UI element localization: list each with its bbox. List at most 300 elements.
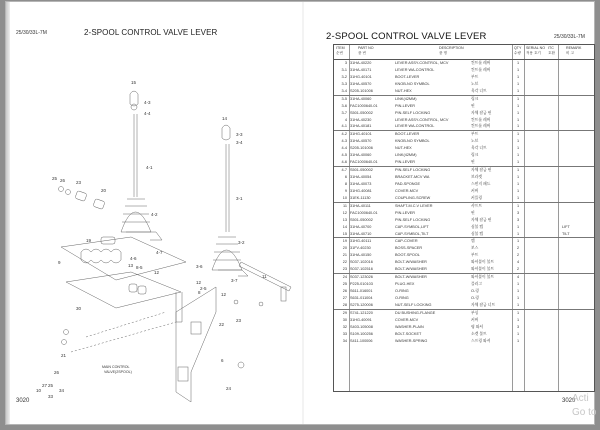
table-row (334, 295, 594, 302)
description-cell: PIN-SELF LOCKING (395, 110, 431, 115)
table-row (334, 338, 594, 345)
description-cell: WASHER-SPRING (395, 338, 428, 343)
svg-text:13: 13 (128, 263, 134, 268)
item-cell: 11 (343, 203, 347, 208)
left-model-code: 25/30/33L-7M (16, 30, 47, 36)
korean-description-cell: 핀 (471, 160, 475, 165)
part-number-cell: 31HA-40220 (350, 61, 372, 65)
qty-cell: 1 (516, 282, 520, 287)
description-cell: PIN-SELF LOCKING (395, 168, 431, 173)
item-cell: 6 (344, 175, 347, 179)
table-row (334, 60, 594, 67)
page-gutter (302, 2, 304, 424)
korean-description-cell: 샤프트 (471, 203, 483, 208)
korean-description-cell: 육각 너트 (471, 146, 487, 151)
table-row (334, 288, 594, 295)
table-header (334, 45, 594, 60)
table-row (334, 188, 594, 195)
right-page-title: 2-SPOOL CONTROL VALVE LEVER (326, 31, 487, 42)
description-cell: COUPLING-SCREW (395, 195, 431, 200)
callout-labels (36, 80, 267, 399)
qty-cell: 4 (516, 275, 520, 280)
svg-text:12: 12 (221, 292, 227, 297)
item-cell: 34 (342, 338, 347, 343)
svg-text:22: 22 (219, 322, 225, 327)
item-cell: 19 (342, 239, 347, 244)
svg-text:4-2: 4-2 (151, 212, 158, 217)
qty-cell: 3 (516, 324, 520, 329)
watermark-line-1: Acti (572, 393, 589, 404)
korean-description-cell: 육각 너트 (471, 88, 487, 93)
table-row (334, 224, 594, 231)
item-cell: 4-7 (341, 168, 347, 173)
part-number-cell: S403-105008 (350, 324, 373, 329)
part-number-cell: S501-050002 (350, 217, 373, 222)
svg-text:23: 23 (236, 318, 242, 323)
item-cell: 9 (344, 188, 347, 193)
part-number-cell: S611-016001 (350, 289, 373, 293)
qty-cell: 1 (516, 338, 520, 343)
description-cell: LEVER ASSY-CONTROL, MCV (395, 61, 449, 65)
table-row (334, 259, 594, 266)
qty-cell: 1 (516, 124, 520, 129)
svg-text:2-5: 2-5 (200, 286, 207, 291)
svg-text:15: 15 (131, 80, 137, 85)
table-row (334, 123, 594, 130)
korean-description-cell: 핀 (471, 103, 475, 108)
watermark-line-2: Go to (572, 407, 597, 418)
exploded-parts-diagram (26, 72, 296, 402)
table-row (334, 166, 594, 174)
qty-cell: 1 (516, 132, 520, 137)
korean-description-cell: 스펀지 패드 (471, 181, 491, 186)
part-number-cell: 31HA-40230 (350, 117, 372, 122)
activation-watermark (572, 392, 596, 420)
description-cell: SHAFT-M.C.V LEVER (395, 203, 433, 208)
item-cell: 3-3 (341, 81, 347, 86)
right-model-code: 25/30/33L-7M (554, 34, 585, 40)
table-row (334, 331, 594, 338)
table-row (334, 317, 594, 324)
korean-description-cell: 심볼 캡 (471, 231, 484, 236)
svg-text:9: 9 (58, 260, 61, 265)
table-row (334, 252, 594, 259)
korean-description-cell: 부트 (471, 132, 479, 137)
qty-cell: 1 (516, 96, 520, 101)
qty-cell: 1 (516, 317, 520, 322)
item-cell: 4-4 (341, 146, 347, 151)
item-cell: 14 (342, 224, 347, 229)
qty-cell: 1 (516, 181, 520, 186)
table-body (334, 60, 594, 345)
part-number-cell: S501-050002 (350, 110, 373, 115)
part-number-cell: S037-123026 (350, 275, 373, 280)
part-number-cell: 31HG-40081 (350, 188, 372, 193)
part-number-cell: S037-102016 (350, 260, 373, 265)
qty-cell: 1 (516, 61, 520, 65)
item-cell: 3-1 (341, 67, 347, 72)
catalog-spread (6, 2, 597, 424)
qty-cell: 1 (516, 139, 520, 144)
qty-cell: 1 (516, 239, 520, 244)
table-row (334, 159, 594, 166)
table-row (334, 266, 594, 273)
svg-text:26: 26 (60, 178, 66, 183)
qty-cell: 2 (516, 267, 520, 272)
qty-cell: 3 (516, 217, 520, 222)
part-number-cell: 31HA-40570 (350, 139, 372, 144)
svg-text:10: 10 (36, 388, 42, 393)
korean-description-cell: 캡 (471, 239, 475, 244)
svg-text:26: 26 (54, 370, 60, 375)
description-cell: LINK(42MM) (395, 96, 417, 101)
qty-cell: 1 (516, 88, 520, 93)
shaft-11-drawing (239, 262, 291, 301)
svg-text:30: 30 (76, 306, 82, 311)
part-number-cell: 31HA-40060 (350, 96, 372, 101)
svg-text:33: 33 (48, 394, 54, 399)
svg-text:12: 12 (196, 280, 202, 285)
table-row (334, 231, 594, 238)
svg-text:3-3: 3-3 (236, 132, 243, 137)
svg-text:25: 25 (52, 176, 58, 181)
table-row (334, 110, 594, 117)
item-cell: 26 (342, 289, 347, 293)
part-number-cell: S037-102516 (350, 267, 373, 272)
korean-description-cell: 부트 (471, 253, 479, 258)
description-cell: PIN-LEVER (395, 103, 416, 108)
korean-description-cell: 링크 (471, 153, 479, 158)
qty-cell: 1 (516, 81, 520, 86)
svg-text:4-3: 4-3 (144, 100, 151, 105)
part-number-cell: 31HA-40171 (350, 67, 372, 72)
qty-cell: 1 (516, 74, 520, 79)
description-cell: BOOT-LEVER (395, 132, 420, 137)
part-number-cell: S205-101006 (350, 146, 373, 151)
description-cell: BOLT-W/WASHER (395, 267, 427, 272)
table-row (334, 195, 594, 202)
korean-description-cell: 브라켓 (471, 175, 483, 179)
korean-description-cell: 자체 잠금 핀 (471, 110, 492, 115)
qty-cell: 1 (516, 146, 520, 151)
description-cell: LEVER WA-CONTROL (395, 67, 435, 72)
item-cell: 4-6 (341, 160, 347, 165)
description-cell: O-RING (395, 295, 409, 300)
svg-text:4-7: 4-7 (156, 250, 163, 255)
table-row (334, 181, 594, 188)
qty-cell: 1 (516, 331, 520, 336)
lever-4-drawing (121, 91, 162, 240)
part-number-cell: S411-100006 (350, 338, 373, 343)
description-cell: BOLT-W/WASHER (395, 275, 427, 280)
description-cell: BOOT-SPOOL (395, 253, 420, 258)
remark-cell: LIFT (562, 224, 570, 229)
part-number-cell: 31EK-11130 (350, 195, 371, 200)
part-number-cell: 31HA-40060 (350, 153, 372, 158)
table-row (334, 309, 594, 317)
svg-text:21: 21 (61, 353, 67, 358)
qty-cell: 1 (516, 203, 520, 208)
svg-text:3-4: 3-4 (236, 140, 243, 145)
table-row (334, 130, 594, 138)
left-page-number: 3020 (16, 398, 30, 404)
svg-text:6: 6 (221, 358, 224, 363)
item-cell: 30 (342, 317, 347, 322)
qty-cell: 1 (516, 67, 520, 72)
item-cell: 21 (342, 253, 347, 258)
qty-cell: 1 (516, 224, 520, 229)
table-row (334, 81, 594, 88)
item-cell: 3 (344, 61, 347, 65)
korean-description-cell: 커플링 (471, 195, 483, 200)
part-number-cell: 31HG-40091 (350, 317, 372, 322)
part-number-cell: FAC1000640-01 (350, 210, 378, 215)
header-serial-no: SERIAL NO 적용 호기 (526, 46, 546, 55)
korean-description-cell: 컨트롤 레버 (471, 67, 491, 72)
item-cell: 15 (342, 231, 347, 236)
item-cell: 4 (344, 117, 347, 122)
table-row (334, 281, 594, 288)
part-number-cell: 31HA-40150 (350, 253, 372, 258)
item-cell: 4-5 (341, 153, 347, 158)
korean-description-cell: 컨트롤 레버 (471, 124, 491, 129)
header-itc: ITC 호환 (548, 46, 555, 55)
svg-text:14: 14 (222, 116, 228, 121)
svg-text:23: 23 (76, 180, 82, 185)
description-cell: KNOB-NO SYMBOL (395, 139, 430, 144)
header-remark: REMARK 비 고 (566, 46, 582, 55)
table-row (334, 88, 594, 95)
item-cell: 4-1 (341, 124, 347, 129)
qty-cell: 1 (516, 302, 520, 307)
part-number-cell: 31FV-40230 (350, 246, 371, 251)
part-number-cell: S741-121220 (350, 310, 373, 315)
part-number-cell: 31HA-40073 (350, 181, 372, 186)
qty-cell: 1 (516, 295, 520, 300)
qty-cell: 1 (516, 168, 520, 173)
svg-text:19: 19 (86, 238, 92, 243)
part-number-cell: 31HA-40054 (350, 175, 372, 179)
binding-edge (6, 2, 10, 424)
description-cell: BOLT-SOCKET (395, 331, 422, 336)
part-number-cell: 31HA-40570 (350, 81, 372, 86)
svg-text:MAIN CONTROL: MAIN CONTROL (102, 365, 130, 369)
svg-text:VALVE(2SPOOL): VALVE(2SPOOL) (104, 370, 132, 374)
svg-text:8-5: 8-5 (136, 265, 143, 270)
description-cell: KNOB-NO SYMBOL (395, 81, 430, 86)
korean-description-cell: 링크 (471, 96, 479, 101)
description-cell: BRACKET-MCV WA (395, 175, 430, 179)
header-item: ITEM 순번 (336, 46, 345, 55)
item-cell: 10 (342, 195, 347, 200)
part-number-cell: FAC1000640-01 (350, 103, 378, 108)
table-row (334, 324, 594, 331)
description-cell: O-RING (395, 289, 409, 293)
qty-cell: 2 (516, 253, 520, 258)
part-number-cell: S631-011004 (350, 295, 373, 300)
item-cell: 20 (342, 246, 347, 251)
korean-description-cell: 커버 (471, 317, 479, 322)
description-cell: NUT-HEX (395, 146, 412, 151)
item-cell: 4-3 (341, 139, 347, 144)
description-cell: COVER-MCV (395, 188, 419, 193)
description-cell: CAP-SYMBOL,LIFT (395, 224, 429, 229)
part-number-cell: 31HG-40101 (350, 132, 372, 137)
description-cell: NUT-HEX (395, 88, 412, 93)
qty-cell: 1 (516, 117, 520, 122)
korean-description-cell: 소켓 볼트 (471, 331, 487, 336)
korean-description-cell: O-링 (471, 295, 479, 300)
description-cell: PAD-SPONGE (395, 181, 421, 186)
korean-description-cell: 자체 잠금 핀 (471, 168, 492, 173)
svg-text:20: 20 (101, 188, 107, 193)
description-cell: CAP-SYMBOL,TILT (395, 231, 429, 236)
table-row (334, 302, 594, 309)
part-number-cell: S109-100256 (350, 331, 373, 336)
korean-description-cell: 스프링 와셔 (471, 338, 491, 343)
svg-text:11: 11 (262, 274, 267, 279)
header-qty: QTY 수량 (514, 46, 522, 55)
parts-list-table (333, 44, 595, 392)
korean-description-cell: O-링 (471, 289, 479, 293)
description-cell: PIN-SELF LOCKING (395, 217, 431, 222)
part-number-cell: 31HA-40111 (350, 203, 371, 208)
table-row (334, 74, 594, 81)
item-cell: 25 (342, 282, 347, 287)
table-row (334, 95, 594, 103)
qty-cell: 1 (516, 310, 520, 315)
svg-text:4-1: 4-1 (146, 165, 153, 170)
part-number-cell: 31HA-40700 (350, 224, 372, 229)
item-cell: 4-2 (341, 132, 347, 137)
table-row (334, 145, 594, 152)
table-row (334, 217, 594, 224)
qty-cell: 1 (516, 175, 520, 179)
description-cell: COVER-MCV (395, 317, 419, 322)
svg-text:3-2: 3-2 (238, 240, 245, 245)
part-number-cell: FAC1000640-01 (350, 160, 378, 165)
left-page-title: 2-SPOOL CONTROL VALVE LEVER (84, 28, 218, 37)
remark-cell: TILT (562, 231, 570, 236)
svg-text:25: 25 (48, 383, 54, 388)
qty-cell: 4 (516, 260, 520, 265)
description-cell: CAP-COVER (395, 239, 418, 244)
table-row (334, 138, 594, 145)
korean-description-cell: 컨트롤 레버 (471, 117, 491, 122)
description-cell: LEVER ASSY-CONTROL, MCV (395, 117, 449, 122)
item-cell: 13 (342, 217, 347, 222)
description-cell: PIN-LEVER (395, 160, 416, 165)
part-number-cell: 31HG-40111 (350, 239, 372, 244)
svg-text:3-7: 3-7 (231, 278, 238, 283)
item-cell: 28 (342, 302, 347, 307)
part-number-cell: P225-010103 (350, 282, 373, 287)
qty-cell: 1 (516, 188, 520, 193)
qty-cell: 1 (516, 153, 520, 158)
description-cell: LEVER WA-CONTROL (395, 124, 435, 129)
qty-cell: 1 (516, 195, 520, 200)
korean-description-cell: 부트 (471, 74, 479, 79)
lever-3-drawing (212, 125, 248, 276)
svg-text:3-1: 3-1 (236, 196, 243, 201)
qty-cell: 1 (516, 289, 520, 293)
korean-description-cell: 와셔붙이 볼트 (471, 267, 495, 272)
description-cell: NUT-SELF LOCKING (395, 302, 432, 307)
part-number-cell: 31HG-40101 (350, 74, 372, 79)
part-number-cell: 31HA-40710 (350, 231, 372, 236)
svg-text:24: 24 (226, 386, 232, 391)
korean-description-cell: 심볼 캡 (471, 224, 484, 229)
table-row (334, 152, 594, 159)
item-cell: 24 (342, 275, 347, 280)
qty-cell: 1 (516, 160, 520, 165)
korean-description-cell: 자체 잠금 너트 (471, 302, 496, 307)
qty-cell: 2 (516, 246, 520, 251)
table-row (334, 67, 594, 74)
svg-text:4-4: 4-4 (144, 111, 151, 116)
table-row (334, 202, 594, 210)
part-number-cell: S205-101006 (350, 88, 373, 93)
item-cell: 22 (342, 260, 347, 265)
right-page-number: 3020 (562, 398, 576, 404)
description-cell: PLUG-HEX (395, 282, 415, 287)
item-cell: 8 (344, 181, 347, 186)
item-cell: 29 (342, 310, 347, 315)
korean-description-cell: 핀 (471, 210, 475, 215)
item-cell: 3-6 (341, 103, 347, 108)
item-cell: 12 (342, 210, 347, 215)
part-number-cell: 31HA-40181 (350, 124, 372, 129)
table-row (334, 103, 594, 110)
svg-text:4-6: 4-6 (130, 256, 137, 261)
korean-description-cell: 플러그 (471, 282, 483, 287)
table-row (334, 245, 594, 252)
description-cell: LINK(42MM) (395, 153, 417, 158)
item-cell: 33 (342, 331, 347, 336)
qty-cell: 1 (516, 110, 520, 115)
item-cell: 27 (342, 295, 347, 300)
korean-description-cell: 보스 (471, 246, 479, 251)
header-part-no: PART NO 품 번 (358, 46, 374, 55)
qty-cell: 1 (516, 103, 520, 108)
description-cell: WASHER-PLAIN (395, 324, 424, 329)
korean-description-cell: 컨트롤 레버 (471, 61, 491, 65)
svg-text:27: 27 (42, 383, 48, 388)
item-cell: 23 (342, 267, 347, 272)
korean-description-cell: 와셔붙이 볼트 (471, 260, 495, 265)
table-row (334, 210, 594, 217)
item-cell: 3-2 (341, 74, 347, 79)
korean-description-cell: 노브 (471, 139, 479, 144)
table-row (334, 273, 594, 281)
svg-text:3-6: 3-6 (196, 264, 203, 269)
item-cell: 3-7 (341, 110, 347, 115)
korean-description-cell: 커버 (471, 188, 479, 193)
table-row (334, 117, 594, 124)
table-row (334, 174, 594, 181)
part-number-cell: S501-050002 (350, 168, 373, 173)
korean-description-cell: 자체 잠금 핀 (471, 217, 492, 222)
item-cell: 32 (342, 324, 347, 329)
item-cell: 3-4 (341, 88, 347, 93)
korean-description-cell: 부싱 (471, 310, 479, 315)
qty-cell: 1 (516, 231, 520, 236)
svg-text:34: 34 (59, 388, 65, 393)
korean-description-cell: 평 와셔 (471, 324, 484, 329)
description-cell: DU BUSHING-FLANGE (395, 310, 436, 315)
korean-description-cell: 노브 (471, 81, 479, 86)
description-cell: PIN-LEVER (395, 210, 416, 215)
